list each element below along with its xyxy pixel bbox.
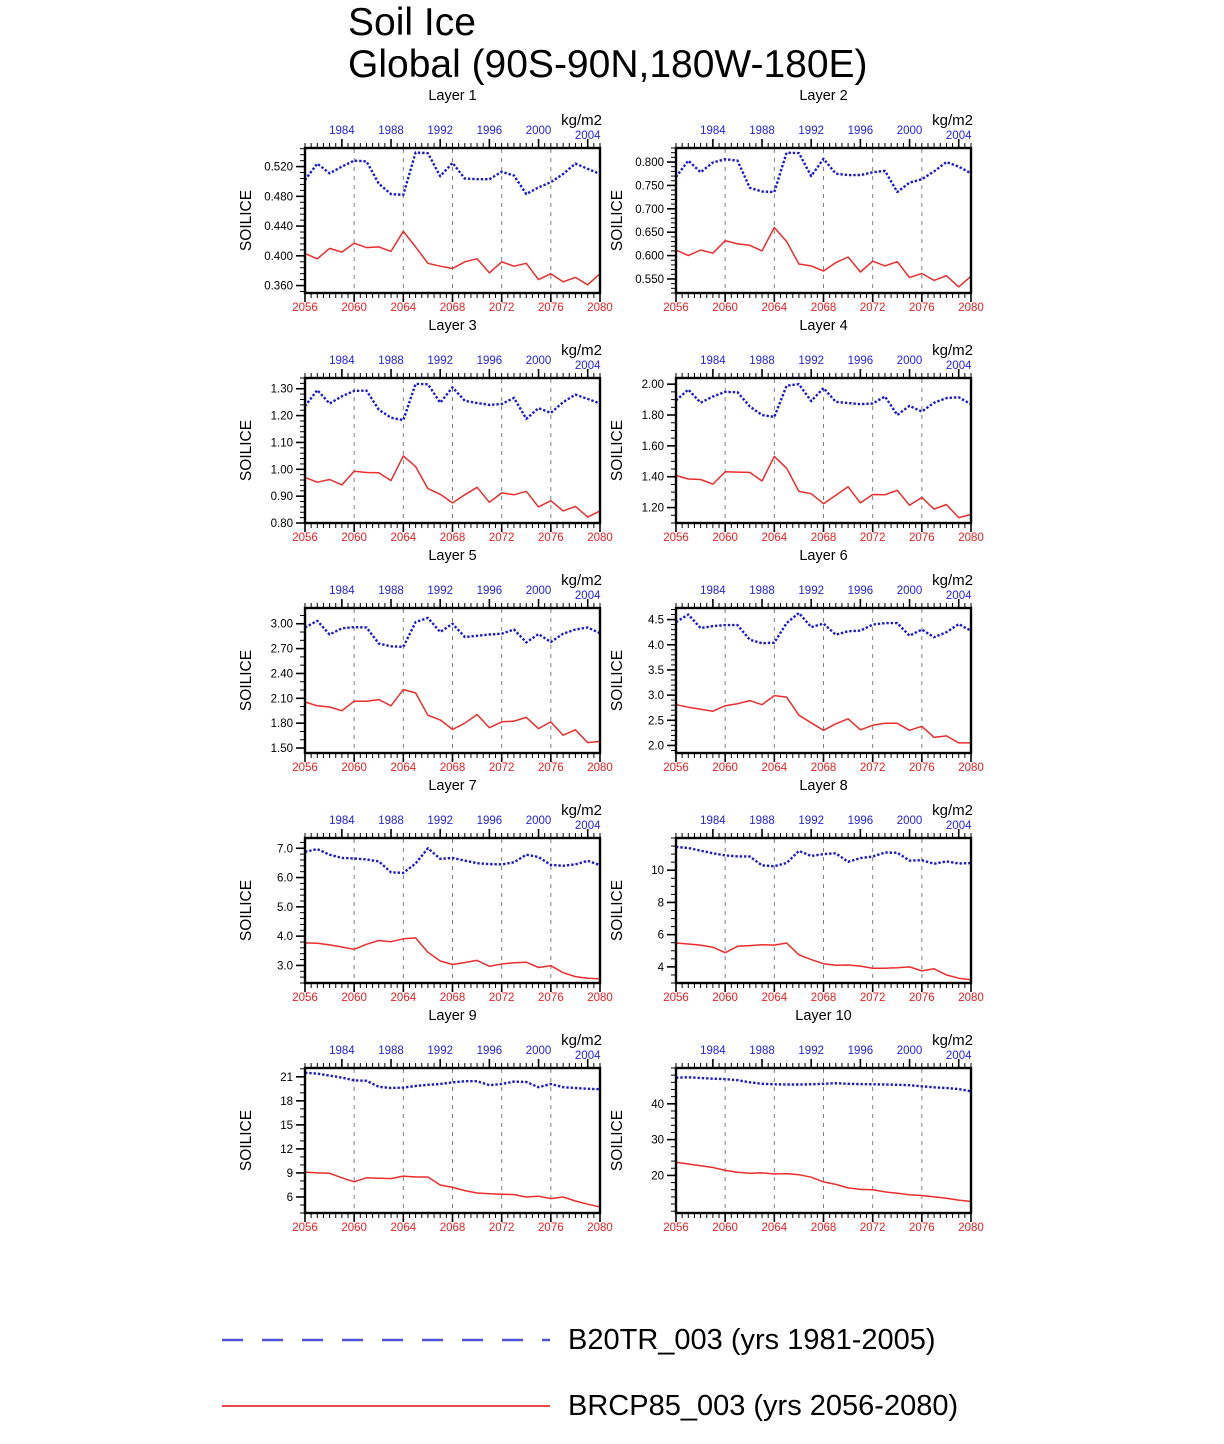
top-axis-year-label: 1988 [378,125,404,137]
subplot-layer-7 [235,778,615,1004]
y-tick-label: 3.0 [648,690,664,703]
bottom-axis-year-label: 2064 [390,1222,417,1234]
y-axis-label: SOILICE [238,879,255,942]
subplot-title: Layer 4 [799,318,848,334]
top-axis-year-label: 1988 [378,1045,404,1057]
y-tick-label: 20 [651,1170,664,1183]
y-axis-label: SOILICE [609,649,626,712]
bottom-axis-year-label: 2080 [587,532,613,544]
top-axis-year-label: 1992 [798,815,825,827]
bottom-axis-year-label: 2068 [439,992,466,1004]
y-tick-label: 8 [657,897,664,910]
y-tick-label: 0.520 [264,161,293,174]
top-axis-year-label: 1988 [378,585,404,597]
bottom-axis-year-label: 2068 [439,302,466,314]
y-tick-label: 2.5 [648,715,664,728]
y-tick-label: 0.360 [264,280,293,293]
bottom-axis-year-label: 2056 [292,992,318,1004]
top-axis-year-label: 2000 [525,125,552,137]
subplot-title: Layer 9 [428,1008,477,1024]
top-axis-year-label: 1992 [427,585,454,597]
top-axis-year-label: 1996 [847,815,874,827]
bottom-axis-year-label: 2068 [439,532,466,544]
bottom-axis-year-label: 2064 [761,992,788,1004]
bottom-axis-year-label: 2060 [712,992,738,1004]
bottom-axis-year-label: 2064 [761,532,788,544]
bottom-axis-year-label: 2076 [538,532,564,544]
legend-label-b20tr: B20TR_003 (yrs 1981-2005) [568,1323,936,1356]
subplot-title: Layer 3 [428,318,477,334]
subplot-layer-1 [235,88,615,314]
top-axis-year-label: 1984 [700,585,726,597]
y-tick-label: 3.0 [277,960,293,973]
top-axis-year-label: 1996 [847,1045,874,1057]
y-tick-label: 4.5 [648,614,664,627]
page-title [348,2,868,86]
y-tick-label: 40 [651,1098,664,1111]
bottom-axis-year-label: 2076 [538,992,564,1004]
bottom-axis-year-label: 2060 [712,532,738,544]
top-axis-year-label: 1988 [749,815,775,827]
y-tick-label: 1.20 [641,502,664,515]
bottom-axis-year-label: 2076 [909,302,935,314]
top-axis-year-label: 2000 [525,355,552,367]
subplot-title: Layer 6 [799,548,848,564]
bottom-axis-year-label: 2064 [390,302,417,314]
y-tick-label: 0.800 [635,157,664,170]
layer-2-canvas [606,88,986,314]
y-axis-label: SOILICE [238,419,255,482]
bottom-axis-year-label: 2056 [292,302,318,314]
top-axis-year-label: 1988 [749,355,775,367]
bottom-axis-year-label: 2060 [341,302,367,314]
bottom-axis-year-label: 2072 [859,762,886,774]
page-title-line1: Soil Ice [348,1,476,44]
top-axis-year-label: 1992 [798,585,825,597]
bottom-axis-year-label: 2056 [663,532,689,544]
units-label: kg/m2 [932,1032,973,1049]
layer-4-canvas [606,318,986,544]
page-title-line2: Global (90S-90N,180W-180E) [348,43,868,86]
top-axis-year-label: 2004 [574,360,601,372]
bottom-axis-year-label: 2056 [663,762,689,774]
bottom-axis-year-label: 2072 [859,992,886,1004]
y-tick-label: 18 [280,1095,293,1108]
subplot-layer-5 [235,548,615,774]
top-axis-year-label: 1984 [700,1045,726,1057]
units-label: kg/m2 [561,1032,602,1049]
subplot-title: Layer 5 [428,548,477,564]
y-tick-label: 0.440 [264,221,293,234]
y-tick-label: 7.0 [277,843,293,856]
bottom-axis-year-label: 2076 [538,1222,564,1234]
layer-10-canvas [606,1008,986,1234]
top-axis-year-label: 2000 [896,815,923,827]
y-tick-label: 1.50 [270,743,293,756]
y-tick-label: 1.60 [641,440,664,453]
subplot-title: Layer 2 [799,88,848,104]
bottom-axis-year-label: 2056 [292,1222,318,1234]
y-tick-label: 6.0 [277,872,293,885]
layer-9-canvas [235,1008,615,1234]
bottom-axis-year-label: 2080 [958,302,984,314]
bottom-axis-year-label: 2076 [909,762,935,774]
subplot-title: Layer 1 [428,88,477,104]
top-axis-year-label: 2004 [574,590,601,602]
bottom-axis-year-label: 2056 [292,762,318,774]
y-tick-label: 0.550 [635,273,664,286]
bottom-axis-year-label: 2068 [439,1222,466,1234]
bottom-axis-year-label: 2064 [761,1222,788,1234]
bottom-axis-year-label: 2060 [341,762,367,774]
bottom-axis-year-label: 2056 [663,992,689,1004]
y-tick-label: 0.750 [635,180,664,193]
y-axis-label: SOILICE [609,1109,626,1172]
bottom-axis-year-label: 2056 [292,532,318,544]
top-axis-year-label: 1996 [476,815,503,827]
top-axis-year-label: 1992 [427,125,454,137]
bottom-axis-year-label: 2064 [390,762,417,774]
y-axis-label: SOILICE [238,1109,255,1172]
bottom-axis-year-label: 2072 [859,532,886,544]
top-axis-year-label: 2004 [945,130,972,142]
top-axis-year-label: 1984 [700,355,726,367]
bottom-axis-year-label: 2068 [810,762,837,774]
bottom-axis-year-label: 2080 [958,1222,984,1234]
legend-item-b20tr [222,1320,936,1360]
top-axis-year-label: 1984 [329,815,355,827]
bottom-axis-year-label: 2056 [663,302,689,314]
bottom-axis-year-label: 2072 [859,1222,886,1234]
layer-1-canvas [235,88,615,314]
top-axis-year-label: 1984 [700,815,726,827]
units-label: kg/m2 [561,112,602,129]
y-tick-label: 2.10 [270,693,293,706]
bottom-axis-year-label: 2080 [587,992,613,1004]
y-tick-label: 1.80 [270,718,293,731]
y-tick-label: 0.650 [635,227,664,240]
bottom-axis-year-label: 2076 [909,532,935,544]
y-tick-label: 1.30 [270,383,293,396]
top-axis-year-label: 2000 [525,585,552,597]
bottom-axis-year-label: 2064 [761,762,788,774]
y-tick-label: 1.00 [270,464,293,477]
top-axis-year-label: 1996 [847,585,874,597]
top-axis-year-label: 1996 [476,1045,503,1057]
bottom-axis-year-label: 2068 [810,1222,837,1234]
top-axis-year-label: 1988 [749,585,775,597]
y-tick-label: 1.20 [270,410,293,423]
layer-6-canvas [606,548,986,774]
top-axis-year-label: 2000 [896,125,923,137]
top-axis-year-label: 1996 [847,125,874,137]
units-label: kg/m2 [932,572,973,589]
bottom-axis-year-label: 2080 [958,532,984,544]
y-tick-label: 0.80 [270,518,293,530]
bottom-axis-year-label: 2076 [538,762,564,774]
bottom-axis-year-label: 2060 [341,1222,367,1234]
subplot-layer-2 [606,88,986,314]
subplot-layer-8 [606,778,986,1004]
top-axis-year-label: 1996 [476,585,503,597]
y-tick-label: 0.90 [270,491,293,504]
subplot-layer-3 [235,318,615,544]
y-tick-label: 0.400 [264,250,293,263]
y-tick-label: 0.480 [264,191,293,204]
bottom-axis-year-label: 2076 [909,992,935,1004]
y-tick-label: 21 [280,1071,293,1084]
top-axis-year-label: 2004 [574,1050,601,1062]
top-axis-year-label: 2004 [574,130,601,142]
top-axis-year-label: 2004 [945,360,972,372]
y-axis-label: SOILICE [609,189,626,252]
bottom-axis-year-label: 2068 [810,302,837,314]
top-axis-year-label: 2004 [945,590,972,602]
top-axis-year-label: 2004 [574,820,601,832]
top-axis-year-label: 1992 [798,1045,825,1057]
y-axis-label: SOILICE [238,189,255,252]
top-axis-year-label: 1996 [476,125,503,137]
y-tick-label: 1.40 [641,471,664,484]
bottom-axis-year-label: 2064 [390,992,417,1004]
top-axis-year-label: 1992 [427,355,454,367]
y-tick-label: 15 [280,1119,293,1132]
units-label: kg/m2 [561,802,602,819]
y-tick-label: 1.10 [270,437,293,450]
top-axis-year-label: 1984 [329,1045,355,1057]
y-tick-label: 2.40 [270,668,293,681]
top-axis-year-label: 1984 [700,125,726,137]
y-tick-label: 30 [651,1134,664,1147]
subplot-title: Layer 7 [428,778,477,794]
subplot-layer-4 [606,318,986,544]
y-tick-label: 4.0 [277,931,293,944]
units-label: kg/m2 [932,802,973,819]
bottom-axis-year-label: 2060 [341,532,367,544]
bottom-axis-year-label: 2080 [587,1222,613,1234]
bottom-axis-year-label: 2064 [390,532,417,544]
units-label: kg/m2 [561,572,602,589]
top-axis-year-label: 1992 [427,1045,454,1057]
top-axis-year-label: 1992 [427,815,454,827]
subplot-title: Layer 8 [799,778,848,794]
y-tick-label: 0.600 [635,250,664,263]
top-axis-year-label: 1988 [749,1045,775,1057]
units-label: kg/m2 [932,342,973,359]
layer-3-canvas [235,318,615,544]
top-axis-year-label: 1992 [798,125,825,137]
top-axis-year-label: 2000 [525,815,552,827]
y-tick-label: 6 [286,1191,293,1204]
bottom-axis-year-label: 2076 [538,302,564,314]
top-axis-year-label: 1996 [847,355,874,367]
bottom-axis-year-label: 2072 [488,762,515,774]
subplot-title: Layer 10 [795,1008,852,1024]
subplot-layer-9 [235,1008,615,1234]
bottom-axis-year-label: 2072 [859,302,886,314]
bottom-axis-year-label: 2080 [958,762,984,774]
series-line-brcp85_003 [305,690,600,743]
top-axis-year-label: 1988 [749,125,775,137]
legend-item-brcp85 [222,1386,958,1426]
top-axis-year-label: 1988 [378,815,404,827]
y-tick-label: 4 [657,961,664,974]
y-tick-label: 2.0 [648,740,664,753]
bottom-axis-year-label: 2072 [488,992,515,1004]
bottom-axis-year-label: 2068 [810,992,837,1004]
y-tick-label: 10 [651,865,664,878]
bottom-axis-year-label: 2076 [909,1222,935,1234]
y-tick-label: 4.0 [648,639,664,652]
y-axis-label: SOILICE [238,649,255,712]
bottom-axis-year-label: 2072 [488,1222,515,1234]
layer-7-canvas [235,778,615,1004]
legend-label-brcp85: BRCP85_003 (yrs 2056-2080) [568,1389,959,1422]
y-tick-label: 3.5 [648,664,664,677]
y-tick-label: 1.80 [641,410,664,423]
top-axis-year-label: 2000 [896,355,923,367]
top-axis-year-label: 1984 [329,125,355,137]
y-tick-label: 3.00 [270,618,293,631]
legend-line-brcp85-solid [222,1402,550,1410]
bottom-axis-year-label: 2080 [958,992,984,1004]
bottom-axis-year-label: 2064 [761,302,788,314]
top-axis-year-label: 1992 [798,355,825,367]
top-axis-year-label: 2000 [525,1045,552,1057]
bottom-axis-year-label: 2068 [439,762,466,774]
y-tick-label: 2.70 [270,643,293,656]
bottom-axis-year-label: 2068 [810,532,837,544]
bottom-axis-year-label: 2056 [663,1222,689,1234]
bottom-axis-year-label: 2060 [712,302,738,314]
y-axis-label: SOILICE [609,879,626,942]
bottom-axis-year-label: 2060 [341,992,367,1004]
bottom-axis-year-label: 2080 [587,762,613,774]
subplot-layer-10 [606,1008,986,1234]
y-tick-label: 5.0 [277,901,293,914]
units-label: kg/m2 [932,112,973,129]
top-axis-year-label: 2004 [945,1050,972,1062]
units-label: kg/m2 [561,342,602,359]
bottom-axis-year-label: 2072 [488,532,515,544]
series-line-b20tr_003 [305,618,600,647]
top-axis-year-label: 1984 [329,355,355,367]
y-tick-label: 12 [280,1143,293,1156]
top-axis-year-label: 1988 [378,355,404,367]
y-axis-label: SOILICE [609,419,626,482]
layer-8-canvas [606,778,986,1004]
top-axis-year-label: 2000 [896,585,923,597]
top-axis-year-label: 2000 [896,1045,923,1057]
y-tick-label: 2.00 [641,379,664,392]
bottom-axis-year-label: 2060 [712,762,738,774]
bottom-axis-year-label: 2080 [587,302,613,314]
y-tick-label: 9 [286,1167,293,1180]
bottom-axis-year-label: 2072 [488,302,515,314]
legend-line-b20tr-dashed [222,1336,550,1344]
layer-5-canvas [235,548,615,774]
y-tick-label: 6 [657,929,664,942]
y-tick-label: 0.700 [635,203,664,216]
top-axis-year-label: 2004 [945,820,972,832]
bottom-axis-year-label: 2060 [712,1222,738,1234]
subplot-layer-6 [606,548,986,774]
top-axis-year-label: 1996 [476,355,503,367]
top-axis-year-label: 1984 [329,585,355,597]
